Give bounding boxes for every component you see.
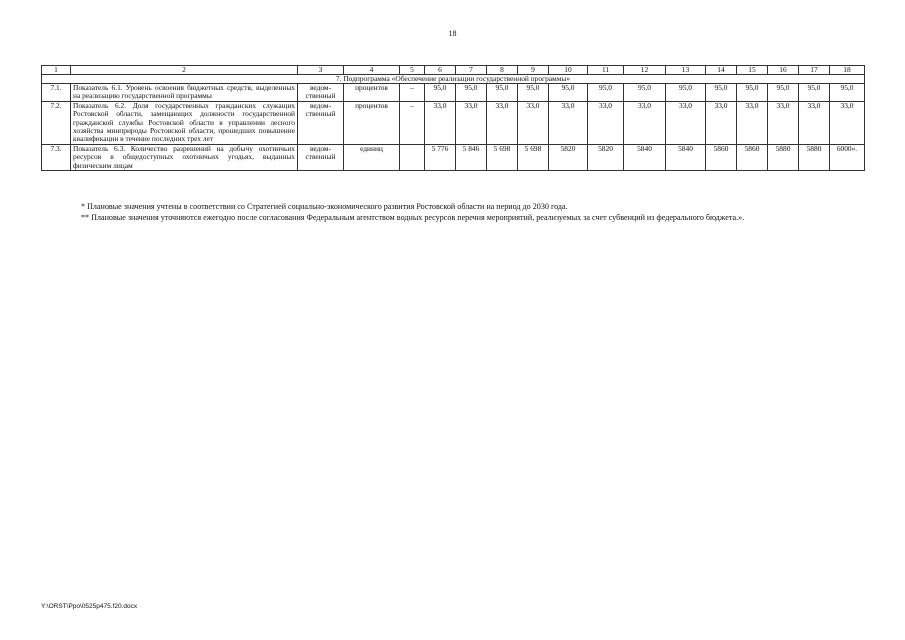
column-header: 17: [799, 66, 830, 75]
year-value: 5860: [706, 144, 737, 170]
row-number: 7.3.: [42, 144, 71, 170]
row-number: 7.1.: [42, 84, 71, 102]
unit-of-measure: процентов: [344, 84, 400, 102]
year-value: 95,0: [799, 84, 830, 102]
column-header: 3: [298, 66, 344, 75]
base-value: [400, 144, 425, 170]
column-header: 4: [344, 66, 400, 75]
year-value: 5820: [588, 144, 624, 170]
footnotes: [41, 201, 864, 223]
year-value: 33,0: [549, 101, 588, 144]
year-value: 33,0: [706, 101, 737, 144]
unit-of-measure: процентов: [344, 101, 400, 144]
column-header: 1: [42, 66, 71, 75]
column-header: 11: [588, 66, 624, 75]
subprogram-row: [42, 75, 865, 84]
year-value: 33,0: [487, 101, 518, 144]
base-value: –: [400, 84, 425, 102]
year-value: 95,0: [706, 84, 737, 102]
year-value: 95,0: [549, 84, 588, 102]
year-value: 33,0: [518, 101, 549, 144]
year-value: 95,0: [737, 84, 768, 102]
year-value: 33,0: [768, 101, 799, 144]
year-value: 33,0: [737, 101, 768, 144]
column-header: 8: [487, 66, 518, 75]
year-value: 5 776: [425, 144, 456, 170]
year-value: 33,0: [830, 101, 865, 144]
indicator-type: ведом-ственный: [298, 84, 344, 102]
header-row: [42, 66, 865, 75]
column-header: 18: [830, 66, 865, 75]
year-value: 5860: [737, 144, 768, 170]
indicator-name: Показатель 6.1. Уровень освоения бюджетных средств, выделенных на реализацию государственной программы: [71, 84, 298, 102]
file-path: Y:\ORST\Ppo\0525p475.f20.docx: [41, 603, 138, 610]
year-value: 33,0: [624, 101, 666, 144]
page-number: 18: [448, 29, 457, 38]
year-value: 95,0: [768, 84, 799, 102]
footnote-2: ** Плановые значения уточняются ежегодно после согласования Федеральным агентством водных ресурсов перечня мероприятий, реализуемых за счет субвенций из федерального бюджета.».: [81, 213, 745, 222]
year-value: 95,0: [624, 84, 666, 102]
year-value: 33,0: [666, 101, 706, 144]
year-value: 5840: [624, 144, 666, 170]
column-header: 16: [768, 66, 799, 75]
unit-of-measure: единиц: [344, 144, 400, 170]
indicator-name: Показатель 6.3. Количество разрешений на добычу охотничьих ресурсов в общедоступных охотничьих угодьях, выданных физическим лицам: [71, 144, 298, 170]
column-header: 2: [71, 66, 298, 75]
column-header: 9: [518, 66, 549, 75]
footnote-1: * Плановые значения учтены в соответствии со Стратегией социально-экономического развития Ростовской области на период до 2030 года.: [81, 202, 568, 211]
year-value: 33,0: [588, 101, 624, 144]
column-header: 12: [624, 66, 666, 75]
year-value: 95,0: [830, 84, 865, 102]
table-row: [42, 101, 865, 144]
year-value: 95,0: [487, 84, 518, 102]
column-header: 6: [425, 66, 456, 75]
base-value: –: [400, 101, 425, 144]
indicator-type: ведом-ственный: [298, 101, 344, 144]
year-value: 5 698: [518, 144, 549, 170]
year-value: 5840: [666, 144, 706, 170]
year-value: 95,0: [425, 84, 456, 102]
year-value: 6000».: [830, 144, 865, 170]
year-value: 33,0: [456, 101, 487, 144]
row-number: 7.2.: [42, 101, 71, 144]
indicator-name: Показатель 6.2. Доля государственных гражданских служащих Ростовской области, замещающих должности государственной гражданской службы Ростовской области в управлении лесного хозяйства минприроды Ростовской области, прошедших повышение квалификации в течение последних трех лет: [71, 101, 298, 144]
year-value: 5880: [799, 144, 830, 170]
year-value: 95,0: [588, 84, 624, 102]
table-body: [42, 66, 865, 171]
year-value: 95,0: [518, 84, 549, 102]
column-header: 14: [706, 66, 737, 75]
column-header: 5: [400, 66, 425, 75]
column-header: 13: [666, 66, 706, 75]
year-value: 5 698: [487, 144, 518, 170]
year-value: 95,0: [456, 84, 487, 102]
table-row: [42, 84, 865, 102]
indicators-table: [41, 65, 865, 171]
column-header: 7: [456, 66, 487, 75]
year-value: 33,0: [799, 101, 830, 144]
subprogram-title: 7. Подпрограмма «Обеспечение реализации государственной программы»: [42, 75, 865, 84]
table-row: [42, 144, 865, 170]
year-value: 5820: [549, 144, 588, 170]
year-value: 33,0: [425, 101, 456, 144]
column-header: 15: [737, 66, 768, 75]
indicator-type: ведом-ственный: [298, 144, 344, 170]
year-value: 95,0: [666, 84, 706, 102]
year-value: 5 846: [456, 144, 487, 170]
column-header: 10: [549, 66, 588, 75]
year-value: 5880: [768, 144, 799, 170]
